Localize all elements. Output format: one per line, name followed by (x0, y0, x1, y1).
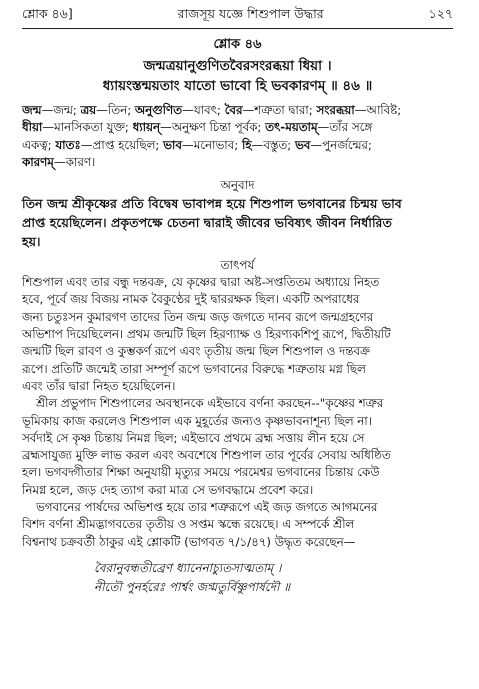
header-verse-ref: শ্লোক ৪৬] (22, 6, 73, 21)
quoted-verse-line: নীতৌ পুনর্হরেঃ পার্শ্বং জগ্মতুর্বিষ্ণুপার্ষদৌ ॥ (94, 579, 291, 594)
synonym-word: বৈর (224, 103, 243, 117)
translation-line: হয়। (22, 234, 41, 250)
synonym-word: তৎ-ময়তাম্ (265, 120, 318, 135)
synonym-word: ভাব (163, 137, 182, 152)
purport-line: এবং তাঁর দ্বারা নিহত হয়েছিলেন। (22, 378, 176, 393)
purport-line: ভগবানের পার্ষদের অভিশপ্ত হয়ে তার শত্রুরূপে এই জড় জগতে আগমনের (36, 500, 378, 515)
purport-line: হল। ভগবদ্গীতার শিক্ষা অনুযায়ী মৃত্যুর সময়ে পরমেশ্বর ভগবানের চিন্তায় কেউ (22, 465, 380, 480)
synonym-word: যাতঃ (55, 137, 81, 152)
synonym-word: ধ্যায়ন্ (132, 120, 161, 135)
quoted-verse-line: বৈরানুবন্ধতীব্রেণ ধ্যানেনাচ্যুতসাত্মতাম্ । (94, 560, 282, 575)
purport-paragraph-1 (22, 274, 453, 395)
synonym-word: ত্রয় (80, 103, 97, 117)
synonym-line (22, 102, 453, 119)
synonym-word: সংরব্ধয়া (316, 103, 355, 117)
synonym-meaning: —প্রাপ্ত হয়েছিল; (80, 137, 164, 152)
quoted-verse (22, 559, 453, 597)
synonym-meaning: —মানসিকতা যুক্ত; (42, 120, 133, 135)
verse-text (22, 56, 453, 96)
synonym-meaning: —আবিষ্ট; (354, 103, 402, 117)
purport-line: অভিশাপ দিয়েছিলেন। প্রথম জন্মটি ছিল হিরণ্যাক্ষ ও হিরণ্যকশিপু রূপে, দ্বিতীয়টি (22, 327, 391, 342)
synonym-meaning: —বস্তুত; (251, 137, 295, 152)
header-chapter-title: রাজসূয় যজ্ঞে শিশুপাল উদ্ধার (177, 6, 324, 21)
purport-line: ভূমিকায় কাজ করলেও শিশুপাল এক মুহূর্তের জন্যও কৃষ্ণভাবনাশূন্য ছিল না। (22, 413, 372, 428)
page-number: ১২৭ (428, 6, 453, 21)
purport-line: বিশ্বনাথ চক্রবর্তী ঠাকুর এই শ্লোকটি (ভাগবত ৭/১/৪৭) উদ্ধৃত করেছেন— (22, 534, 356, 549)
synonym-meaning: —পুনর্জন্মের; (310, 137, 372, 152)
synonym-line (22, 119, 453, 136)
verse-number: শ্লোক ৪৬ (213, 37, 262, 52)
synonym-word: ধীয়া (22, 120, 43, 135)
synonym-word: কারণম্ (22, 154, 54, 169)
purport-line: বিশদ বর্ণনা শ্রীমদ্ভাগবতের তৃতীয় ও সপ্তম স্কন্ধে রয়েছে। এ সম্পর্কে শ্রীল (22, 517, 355, 532)
translation-title: অনুবাদ (220, 178, 255, 193)
synonym-meaning: —অনুক্ষণ চিন্তা পূর্বক; (160, 120, 266, 135)
synonym-meaning: —কারণ। (53, 154, 96, 169)
synonym-word: ভব (294, 137, 311, 152)
running-header (22, 6, 453, 28)
purport-line: জন্মটি ছিল রাবণ ও কুম্ভকর্ণ রূপে এবং তৃতীয় জন্ম ছিল শিশুপাল ও দন্তবক্র (22, 344, 370, 359)
translation-line: তিন জন্ম শ্রীকৃষ্ণের প্রতি বিদ্বেষ ভাবাপন্ন হয়ে শিশুপাল ভগবানের চিন্ময় ভাব (22, 196, 402, 212)
synonym-meaning: —জন্ম; (41, 103, 81, 117)
synonym-word: হি (241, 137, 252, 152)
purport-line: ব্রহ্মসাযুজ্য মুক্তি লাভ করল এবং অবশেষে শিশুপাল তার পূর্বের সেবায় অধিষ্ঠিত (22, 448, 391, 463)
synonym-meaning: —মনোভাব; (181, 137, 242, 152)
purport-line: শিশুপাল এবং তার বন্ধু দন্তবক্র, যে কৃষ্ণের দ্বারা অষ্ট-সপ্ততিতম অধ্যায়ে নিহত (22, 275, 380, 290)
translation-line: প্রাপ্ত হয়েছিলেন। প্রকৃতপক্ষে চেতনা দ্বারাই জীবের ভবিষ্যৎ জীবন নির্ধারিত (22, 215, 392, 231)
synonym-meaning: —যাবৎ; (182, 103, 225, 117)
verse-line: ধ্যায়ংস্তন্ময়তাং যাতো ভাবো হি ভবকারণম্ ॥ ৪৬ ॥ (102, 78, 373, 94)
purport-line: শ্রীল প্রভুপাদ শিশুপালের অবস্থানকে এইভাবে বর্ণনা করছেন--"কৃষ্ণের শত্রুর (36, 396, 384, 411)
synonym-meaning: —তিন; (96, 103, 135, 117)
synonym-line (22, 154, 453, 171)
purport-paragraph-2 (22, 395, 453, 499)
synonym-meaning: —শত্রুতা দ্বারা; (242, 103, 317, 117)
synonym-line (22, 137, 453, 154)
translation-text (22, 194, 453, 251)
synonym-word: অনুগুণিত (134, 103, 183, 117)
purport-line: হবে, পূর্বে জয় বিজয় নামক বৈকুণ্ঠের দুই দ্বাররক্ষক ছিল। একটি অপরাধের (22, 292, 360, 307)
purport-line: রূপে। প্রতিটি জন্মেই তারা সম্পূর্ণ রূপে ভগবানের বিরুদ্ধে শত্রুতায় মগ্ন ছিল (22, 361, 366, 376)
synonym-meaning: —তাঁর সঙ্গে (317, 120, 373, 135)
synonym-word: জন্ম (22, 103, 42, 117)
purport-title: তাৎপর্য (220, 258, 255, 273)
header-rule (22, 28, 453, 29)
purport-paragraph-3 (22, 499, 453, 551)
synonym-meaning: একত্ব; (22, 137, 56, 152)
verse-line: জন্মত্রয়ানুগুণিতবৈরসংরব্ধয়া ধিয়া । (143, 58, 332, 74)
synonyms (22, 102, 453, 171)
purport-line: নিমগ্ন হলে, জড় দেহ ত্যাগ করা মাত্র সে ভগবদ্ধামে প্রবেশ করে। (22, 482, 314, 497)
purport-line: সর্বদাই সে কৃষ্ণ চিন্তায় নিমগ্ন ছিল; এইভাবে প্রথমে ব্রহ্ম সত্তায় লীন হয়ে সে (22, 430, 365, 445)
purport-line: জন্য চতুঃসন কুমারগণ তাদের তিন জন্ম জড় জগতে দানব রূপে জন্মগ্রহণের (22, 309, 374, 324)
